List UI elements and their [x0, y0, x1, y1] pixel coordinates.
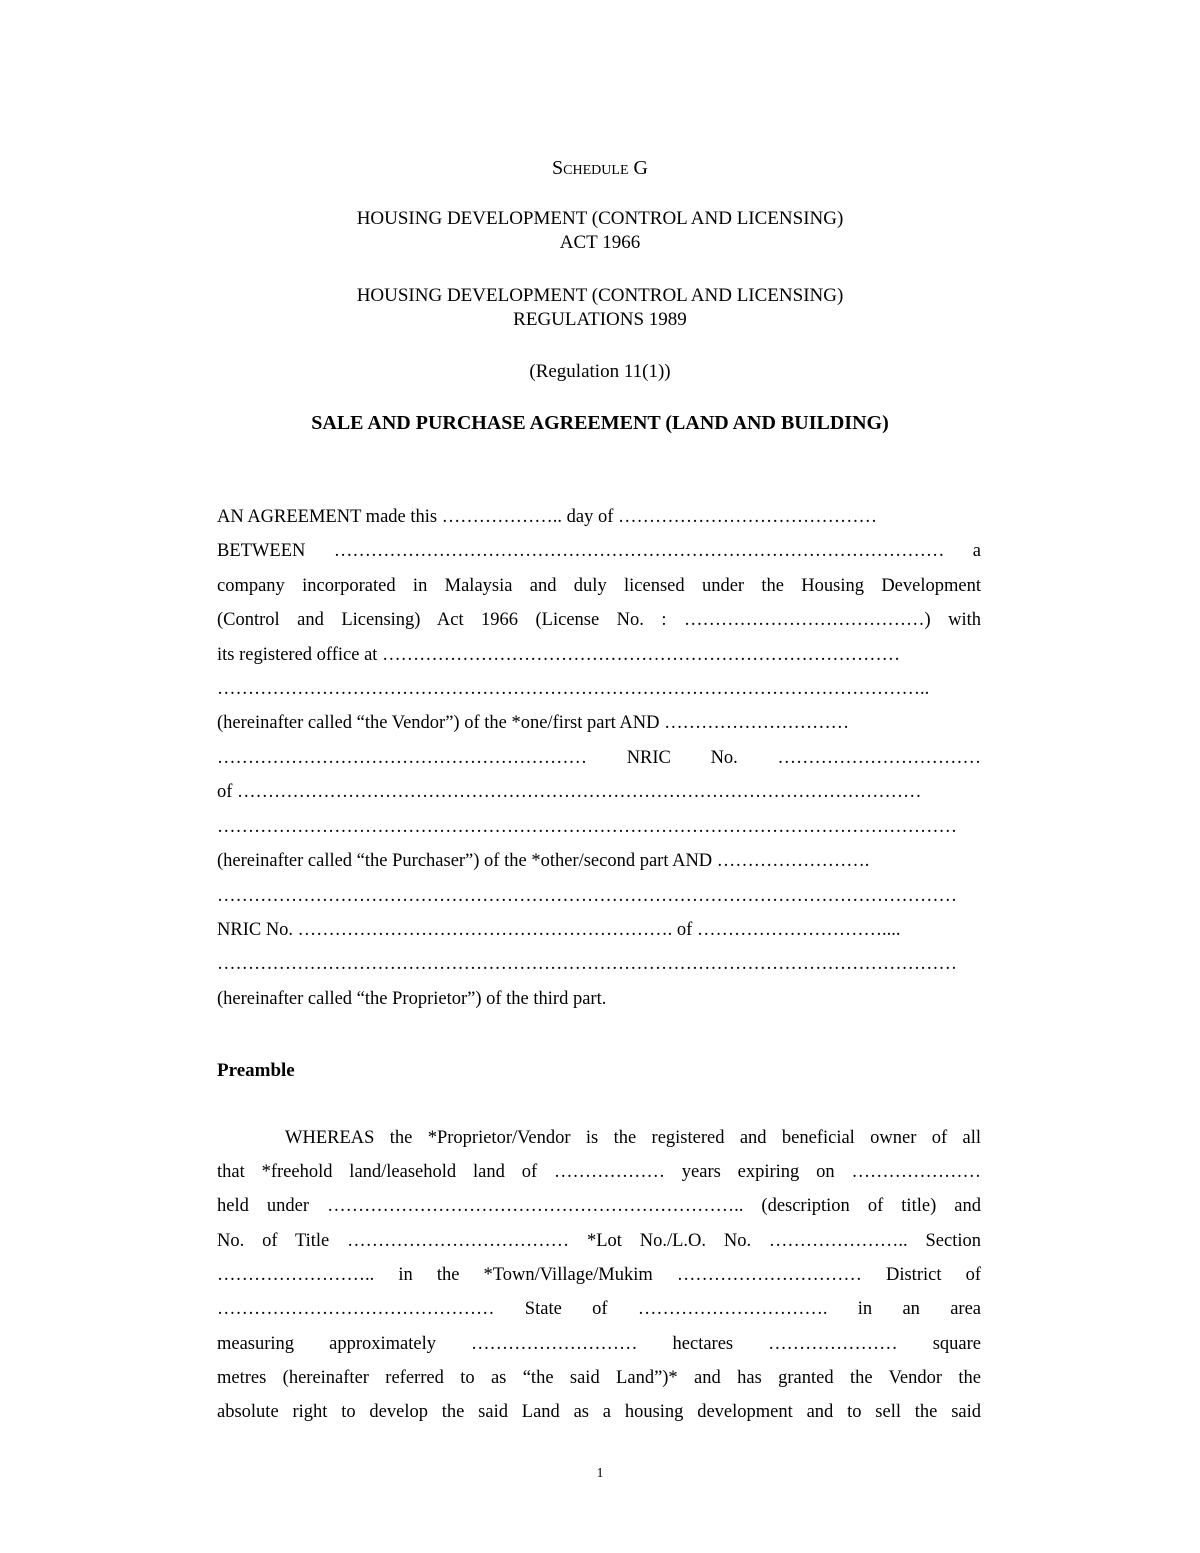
agreement-line: (hereinafter called “the Proprietor”) of the third part.	[217, 989, 607, 1009]
preamble-line: that *freehold land/leasehold land of ……………… years expiring on …………………	[217, 1162, 981, 1182]
agreement-line: its registered office at …………………………………………………………………………	[217, 645, 901, 665]
agreement-line: company incorporated in Malaysia and duly licensed under the Housing Development	[217, 576, 981, 596]
document-title: SALE AND PURCHASE AGREEMENT (LAND AND BUILDING)	[311, 412, 889, 434]
preamble-heading: Preamble	[217, 1060, 295, 1081]
act-title-line-2: ACT 1966	[559, 232, 641, 253]
act-title-line-1: HOUSING DEVELOPMENT (CONTROL AND LICENSING)	[356, 208, 844, 229]
agreement-line: (hereinafter called “the Purchaser”) of the *other/second part AND …………………….	[217, 851, 870, 871]
agreement-line: …………………………………………………………………………………………………………	[217, 817, 957, 837]
preamble-line: WHEREAS the *Proprietor/Vendor is the registered and beneficial owner of all	[285, 1128, 981, 1148]
preamble-line: metres (hereinafter referred to as “the said Land”)* and has granted the Vendor the	[217, 1368, 981, 1388]
regulation-reference: (Regulation 11(1))	[529, 361, 671, 382]
preamble-line: ……………………………………… State of …………………………. in an area	[217, 1299, 981, 1319]
agreement-line: NRIC No. ……………………………………………………. of …………………………....	[217, 920, 901, 940]
agreement-line: (Control and Licensing) Act 1966 (License No. : …………………………………) with	[217, 610, 981, 630]
preamble-line: absolute right to develop the said Land as a housing development and to sell the said	[217, 1402, 981, 1422]
agreement-line: ……………………………………………………………………………………………………..	[217, 679, 930, 699]
agreement-line: (hereinafter called “the Vendor”) of the *one/first part AND …………………………	[217, 713, 850, 733]
page-number: 1	[596, 1466, 604, 1481]
schedule-label: Schedule G	[552, 157, 648, 179]
preamble-line: …………………….. in the *Town/Village/Mukim ………………………… District of	[217, 1265, 981, 1285]
regulations-title-line-2: REGULATIONS 1989	[513, 309, 687, 330]
agreement-line: of …………………………………………………………………………………………………	[217, 782, 922, 802]
agreement-line: …………………………………………………………………………………………………………	[217, 886, 957, 906]
agreement-line: BETWEEN ……………………………………………………………………………………… a	[217, 541, 981, 561]
preamble-line: No. of Title ……………………………… *Lot No./L.O. No. ………………….. Section	[217, 1231, 981, 1251]
preamble-line: held under ………………………………………………………….. (description of title) and	[217, 1196, 981, 1216]
agreement-line: …………………………………………………………………………………………………………	[217, 954, 957, 974]
preamble-line: measuring approximately ……………………… hectares ………………… square	[217, 1334, 981, 1354]
regulations-title-line-1: HOUSING DEVELOPMENT (CONTROL AND LICENSING)	[356, 285, 844, 306]
agreement-line: AN AGREEMENT made this ……………….. day of ……………………………………	[217, 507, 877, 527]
agreement-line: …………………………………………………… NRIC No. ……………………………	[217, 748, 981, 768]
